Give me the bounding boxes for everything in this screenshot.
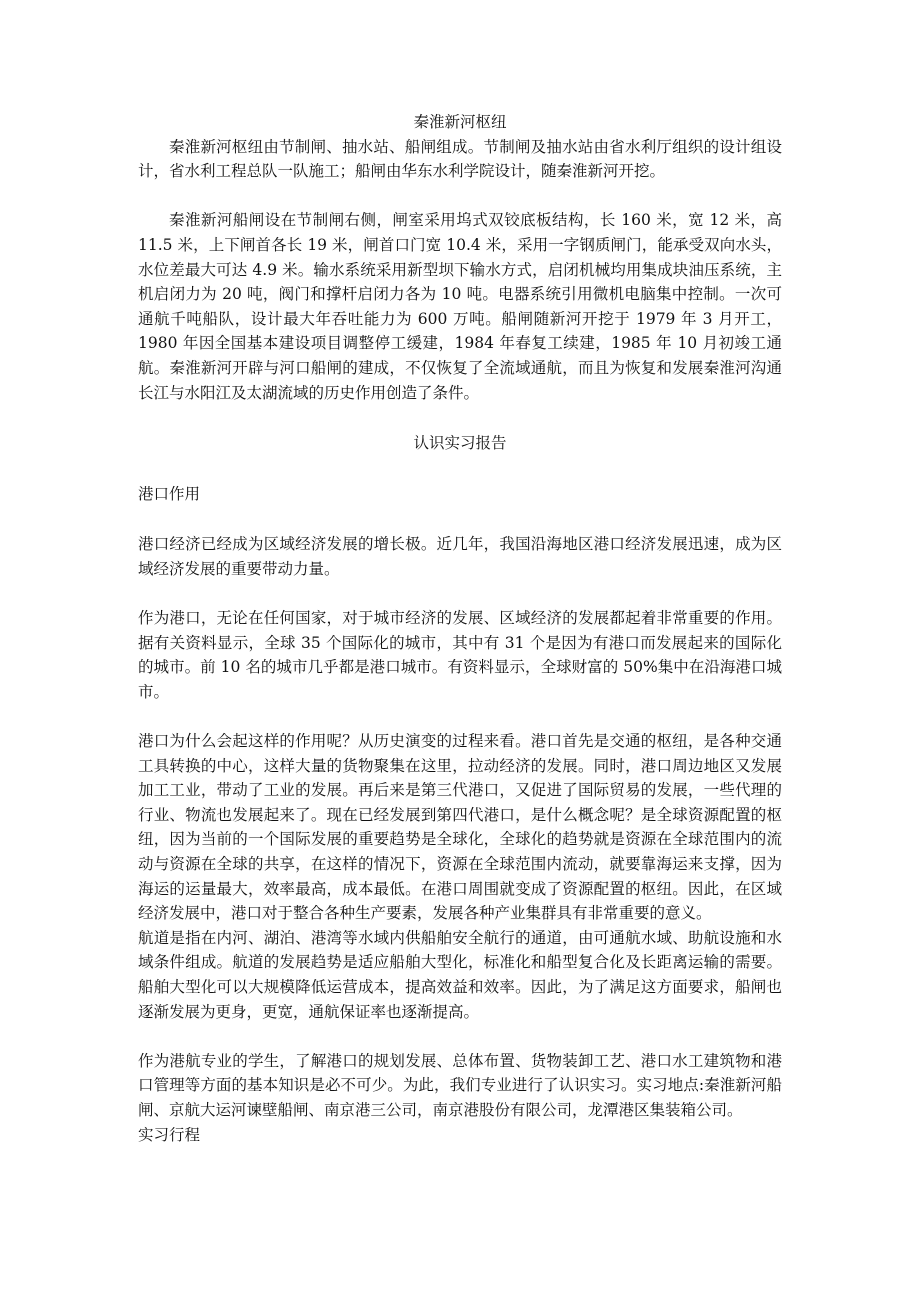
document-page bbox=[138, 110, 782, 1147]
section-title-qinhuai: 秦淮新河枢纽 bbox=[413, 113, 507, 131]
paragraph-port-evolution: 港口为什么会起这样的作用呢？从历史演变的过程来看。港口首先是交通的枢纽，是各种交通工具转换的中心，这样大量的货物聚集在这里，拉动经济的发展。同时，港口周边地区又发展加工工业，带动了工业的发展。再后来是第三代港口，又促进了国际贸易的发展，一些代理的行业、物流也发展起来了。现在已经发展到第四代港口，是什么概念呢？是全球资源配置的枢纽，因为当前的一个国际发展的重要趋势是全球化，全球化的趋势就是资源在全球范围内的流动与资源在全球的共享，在这样的情况下，资源在全球范围内流动，就要靠海运来支撑，因为海运的运量最大，效率最高，成本最低。在港口周围就变成了资源配置的枢纽。因此，在区域经济发展中，港口对于整合各种生产要素，发展各种产业集群具有非常重要的意义。 bbox=[138, 732, 782, 923]
paragraph-port-cities: 作为港口，无论在任何国家，对于城市经济的发展、区域经济的发展都起着非常重要的作用。据有关资料显示，全球 35 个国际化的城市，其中有 31 个是因为有港口而发展起来的国际化的城市。前 10 名的城市几乎都是港口城市。有资料显示，全球财富的 50%集中在沿海港口城市。 bbox=[138, 609, 782, 701]
paragraph-shiplock-details: 秦淮新河船闸设在节制闸右侧，闸室采用坞式双铰底板结构，长 160 米，宽 12 米，高 11.5 米，上下闸首各长 19 米，闸首口门宽 10.4 米，采用一字钢质闸门，能承受双向水头，水位差最大可达 4.9 米。输水系统采用新型坝下输水方式，启闭机械均用集成块油压系统，主机启闭力为 20 吨，阀门和撑杆启闭力各为 10 吨。电器系统引用微机电脑集中控制。一次可通航千吨船队，设计最大年吞吐能力为 600 万吨。船闸随新河开挖于 1979 年 3 月开工，1980 年因全国基本建设项目调整停工缓建，1984 年春复工续建，1985 年 10 月初竣工通航。秦淮新河开辟与河口船闸的建成，不仅恢复了全流域通航，而且为恢复和发展秦淮河沟通长江与水阳江及太湖流域的历史作用创造了条件。 bbox=[138, 211, 782, 402]
paragraph-waterway: 航道是指在内河、湖泊、港湾等水域内供船舶安全航行的通道，由可通航水域、助航设施和水域条件组成。航道的发展趋势是适应船舶大型化，标准化和船型复合化及长距离运输的需要。船舶大型化可以大规模降低运营成本，提高效益和效率。因此，为了满足这方面要求，船闸也逐渐发展为更身，更宽，通航保证率也逐渐提高。 bbox=[138, 928, 782, 1021]
paragraph-hub-composition: 秦淮新河枢纽由节制闸、抽水站、船闸组成。节制闸及抽水站由省水利厅组织的设计组设计，省水利工程总队一队施工；船闸由华东水利学院设计，随秦淮新河开挖。 bbox=[138, 137, 782, 181]
subheading-port-role: 港口作用 bbox=[138, 484, 201, 503]
subheading-itinerary: 实习行程 bbox=[138, 1125, 201, 1144]
report-title: 认识实习报告 bbox=[413, 434, 507, 453]
paragraph-port-economy: 港口经济已经成为区域经济发展的增长极。近几年，我国沿海地区港口经济发展迅速，成为区域经济发展的重要带动力量。 bbox=[138, 535, 782, 578]
paragraph-internship-intro: 作为港航专业的学生，了解港口的规划发展、总体布置、货物装卸工艺、港口水工建筑物和港口管理等方面的基本知识是必不可少。为此，我们专业进行了认识实习。实习地点:秦淮新河船闸、京航大运河谏壁船闸、南京港三公司，南京港股份有限公司，龙潭港区集装箱公司。 bbox=[138, 1051, 782, 1119]
